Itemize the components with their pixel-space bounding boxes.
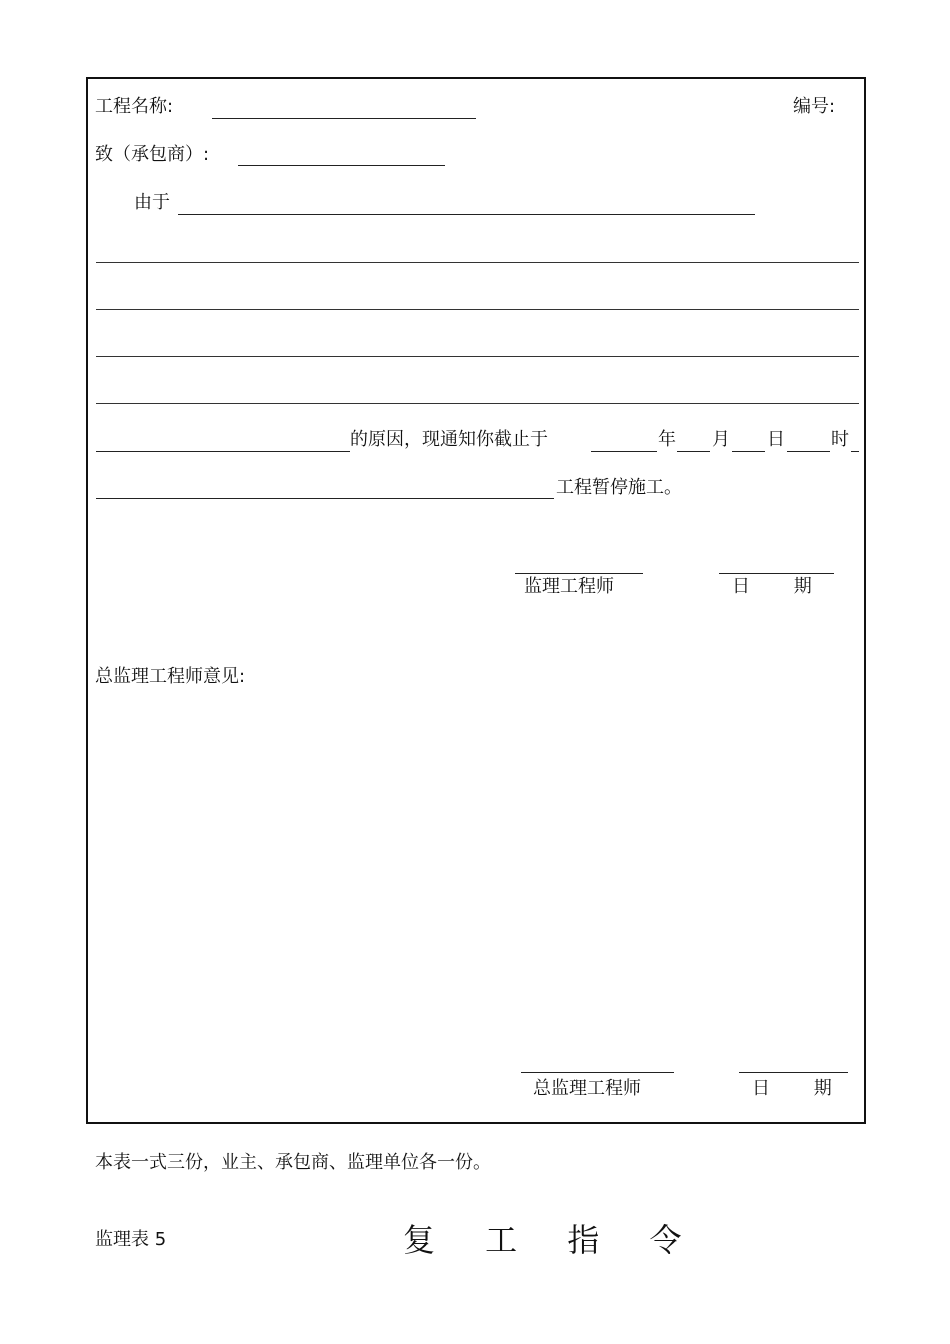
reason-field-line-1[interactable] xyxy=(178,214,755,215)
engineer-signature-field[interactable] xyxy=(515,573,643,574)
chief-opinion-label: 总监理工程师意见: xyxy=(95,666,246,687)
day-label: 日 xyxy=(767,429,785,450)
next-form-title: 复 工 指 令 xyxy=(403,1221,702,1259)
chief-date-field[interactable] xyxy=(739,1072,848,1073)
form-number: 监理表 5 xyxy=(95,1229,167,1250)
reason-suffix-text: 的原因，现通知你截止于 xyxy=(350,429,548,450)
hour-field[interactable] xyxy=(787,451,830,452)
reason-field-line-4[interactable] xyxy=(96,356,859,357)
serial-no-label: 编号: xyxy=(793,96,836,117)
project-scope-field[interactable] xyxy=(96,498,554,499)
hour-label: 时 xyxy=(831,429,849,450)
project-name-field[interactable] xyxy=(212,118,476,119)
reason-field-line-2[interactable] xyxy=(96,262,859,263)
year-label: 年 xyxy=(658,429,676,450)
contractor-field[interactable] xyxy=(238,165,445,166)
chief-opinion-area[interactable] xyxy=(95,700,855,1060)
reason-field-line-6[interactable] xyxy=(96,451,350,452)
month-label: 月 xyxy=(712,429,730,450)
year-field[interactable] xyxy=(591,451,657,452)
reason-field-line-5[interactable] xyxy=(96,403,859,404)
reason-field-line-3[interactable] xyxy=(96,309,859,310)
hour-field-tail xyxy=(851,451,859,452)
engineer-date-field[interactable] xyxy=(719,573,834,574)
chief-date-label: 日 期 xyxy=(752,1078,832,1099)
month-field[interactable] xyxy=(677,451,710,452)
copies-note: 本表一式三份，业主、承包商、监理单位各一份。 xyxy=(95,1152,491,1173)
chief-sign-label: 总监理工程师 xyxy=(533,1078,641,1099)
engineer-date-label: 日 期 xyxy=(732,576,812,597)
engineer-sign-label: 监理工程师 xyxy=(524,576,614,597)
suspend-text: 工程暂停施工。 xyxy=(556,477,682,498)
day-field[interactable] xyxy=(732,451,765,452)
to-contractor-label: 致（承包商）: xyxy=(95,144,210,165)
due-to-label: 由于 xyxy=(134,192,170,213)
project-name-label: 工程名称: xyxy=(95,96,174,117)
chief-signature-field[interactable] xyxy=(521,1072,674,1073)
